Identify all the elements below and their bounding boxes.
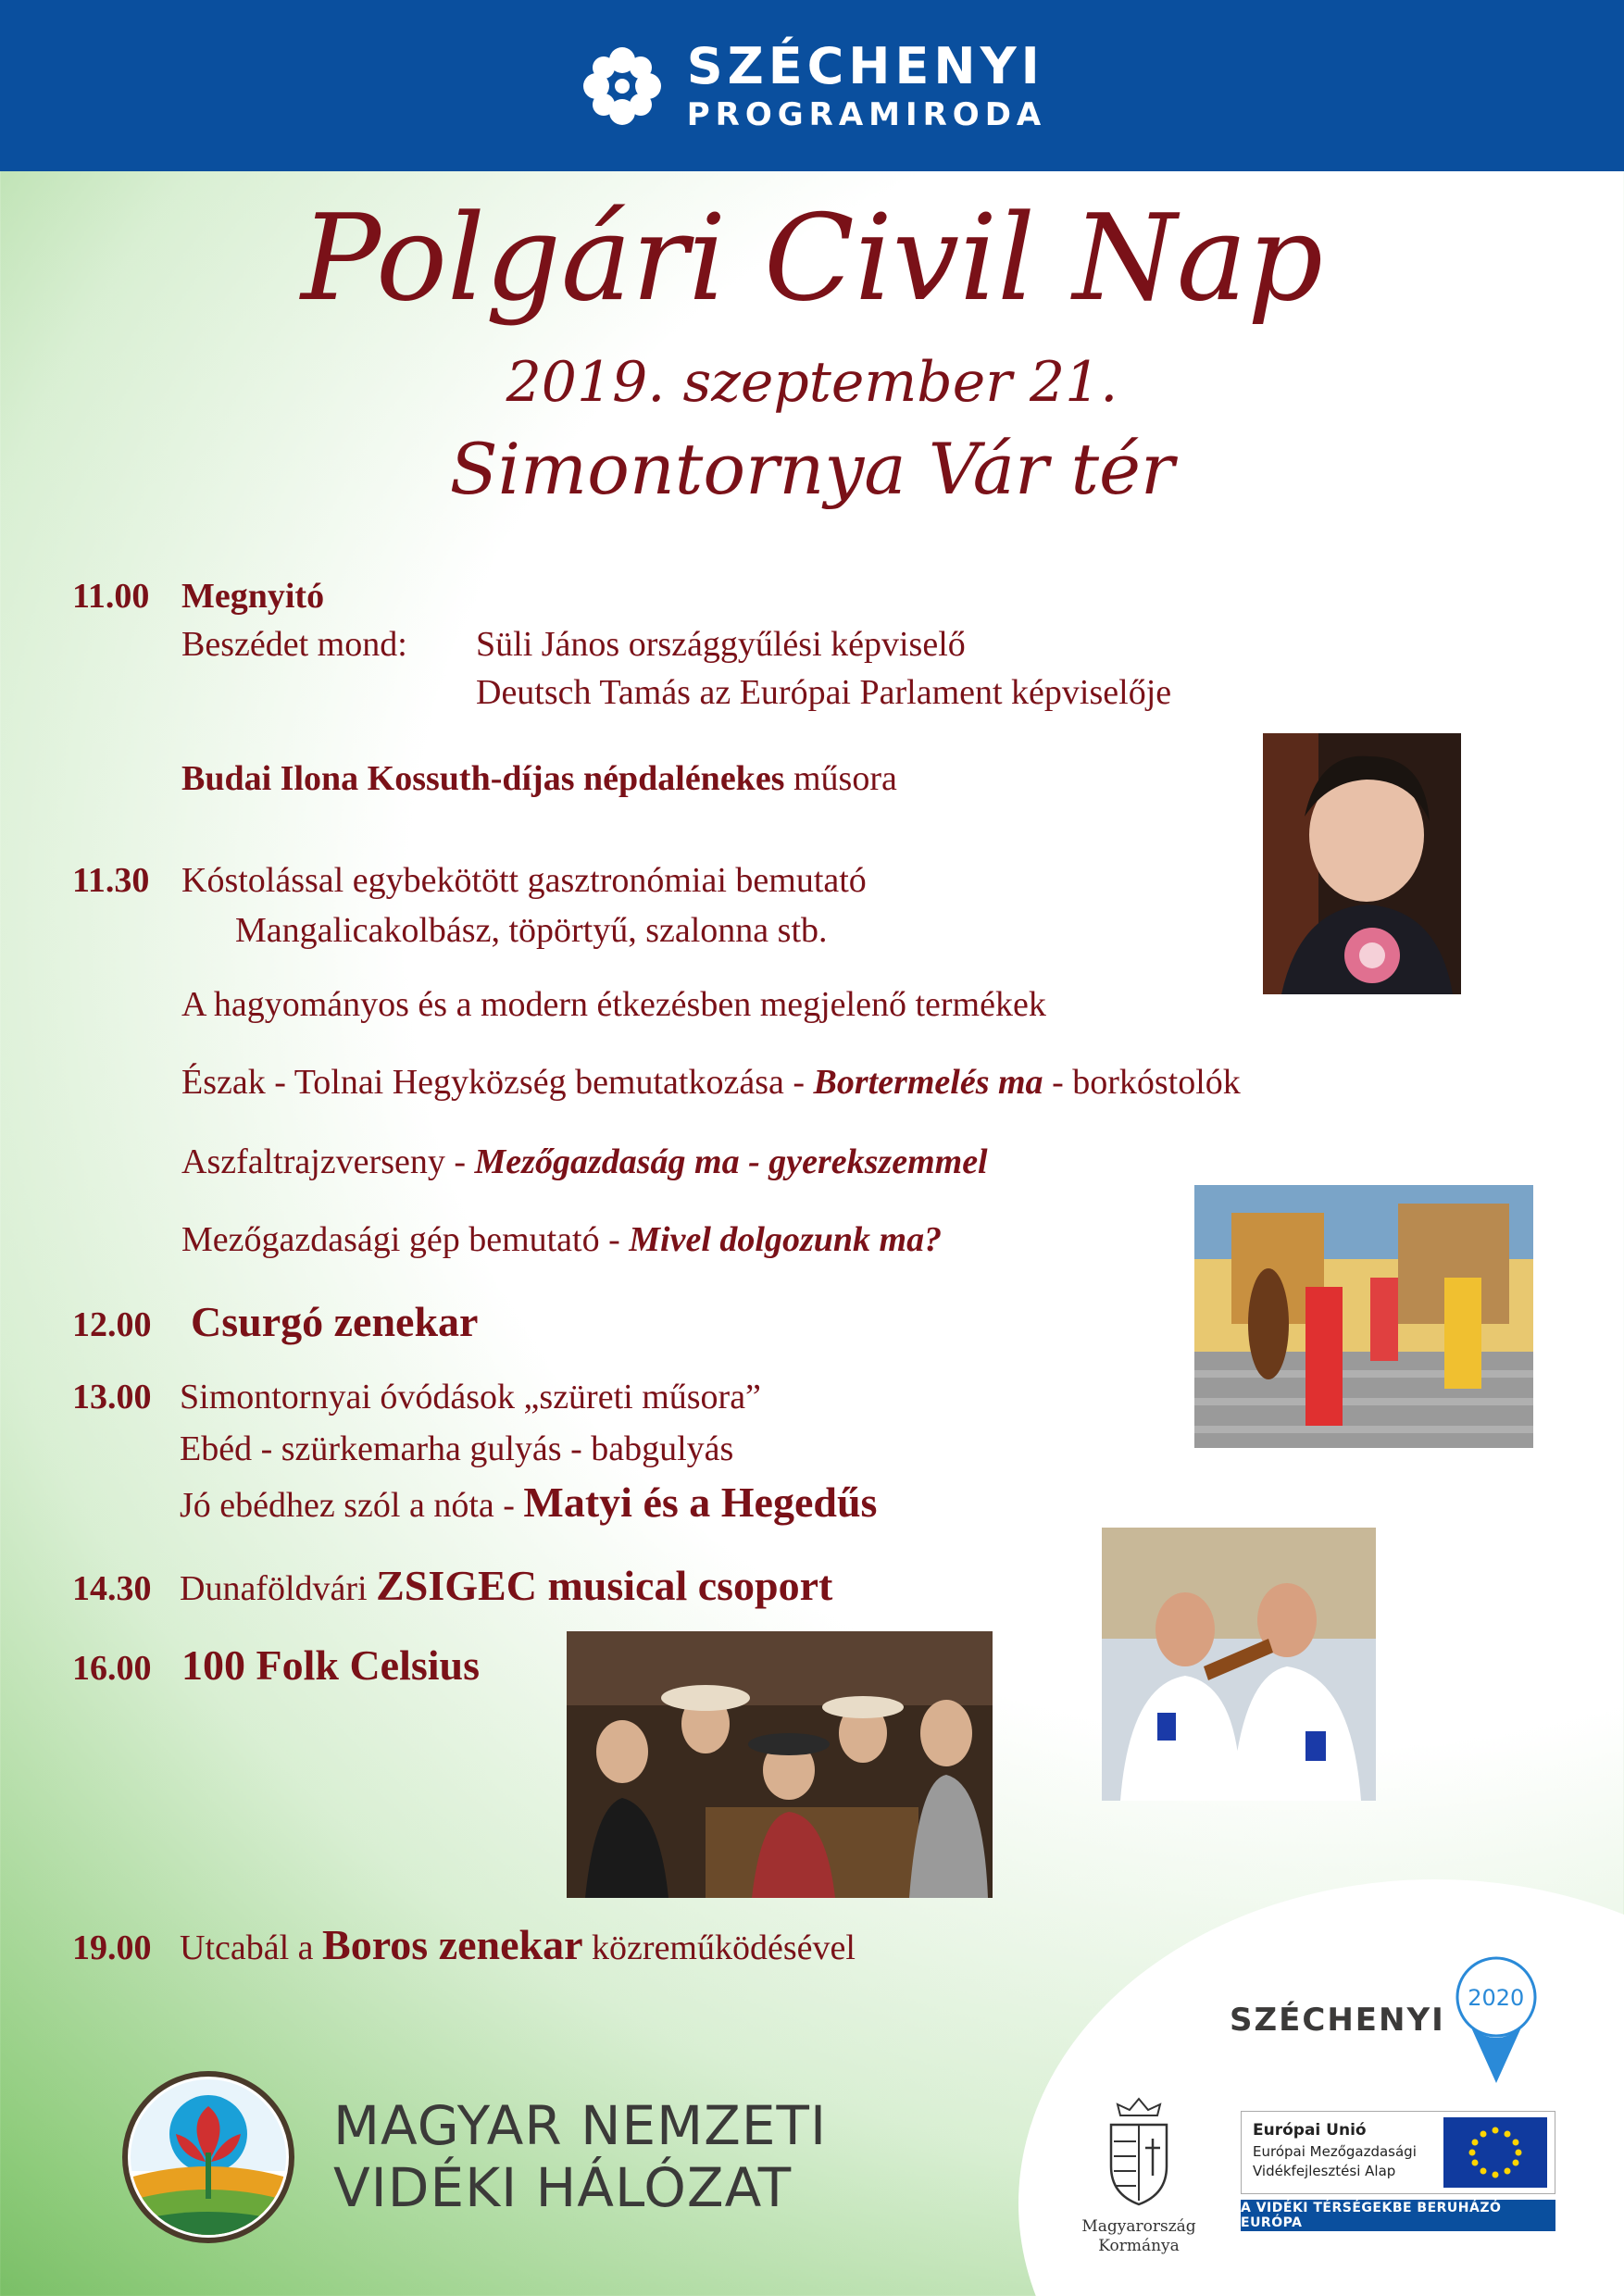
program-1900 xyxy=(72,1921,856,1968)
program-1300-line-2: Ebéd - szürkemarha gulyás - babgulyás xyxy=(180,1429,734,1468)
szechenyi-2020-text: SZÉCHENYI xyxy=(1230,2002,1445,2039)
program-1130-line-1 xyxy=(72,863,867,898)
photo-budai-ilona xyxy=(1263,733,1461,994)
program-suffix: közreműködésével xyxy=(582,1928,856,1967)
time-label: 13.00 xyxy=(72,1378,152,1416)
kormany-line-1: Magyarország xyxy=(1081,2217,1196,2236)
year-2020-text: 2020 xyxy=(1468,1985,1525,2011)
eu-line-3: Vidékfejlesztési Alap xyxy=(1253,2163,1396,2180)
text-a: Aszfaltrajzverseny - xyxy=(181,1142,475,1181)
brand-line-1: SZÉCHENYI xyxy=(686,36,1044,95)
program-title: 100 Folk Celsius xyxy=(181,1641,481,1689)
magyarorszag-kormanya-logo xyxy=(1065,2097,1213,2257)
text-c: - borkóstolók xyxy=(1043,1063,1241,1102)
time-label: 11.30 xyxy=(72,861,150,900)
coat-of-arms-icon xyxy=(1097,2097,1181,2208)
eu-line-2: Európai Mezőgazdasági xyxy=(1253,2142,1417,2160)
program-1100-title xyxy=(72,579,324,614)
text-a: Észak - Tolnai Hegyközség bemutatkozása - xyxy=(181,1063,814,1102)
kormany-line-2: Kormánya xyxy=(1098,2237,1180,2256)
text-b: Bortermelés ma xyxy=(813,1063,1043,1102)
eu-logo-box xyxy=(1241,2111,1555,2194)
program-1130-line-4 xyxy=(181,1065,1241,1100)
program-title: Csurgó zenekar xyxy=(191,1298,479,1345)
event-date: 2019. szeptember 21. xyxy=(506,350,1118,415)
program-prefix: Dunaföldvári xyxy=(180,1569,377,1608)
speech-label: Beszédet mond: xyxy=(181,625,407,664)
program-1200 xyxy=(72,1298,479,1345)
mnvh-line-2: VIDÉKI HÁLÓZAT xyxy=(333,2156,793,2219)
program-1130-line-3: A hagyományos és a modern étkezésben megjelenő termékek xyxy=(181,985,1046,1024)
event-title: Polgári Civil Nap xyxy=(301,190,1323,328)
program-title: ZSIGEC musical csoport xyxy=(376,1562,833,1609)
performer-line xyxy=(181,761,897,796)
program-text: Simontornyai óvódások „szüreti műsora” xyxy=(180,1378,761,1416)
photo-100-folk-celsius xyxy=(567,1631,993,1898)
text-b: Mivel dolgozunk ma? xyxy=(629,1220,943,1259)
time-label: 12.00 xyxy=(72,1305,152,1344)
program-title: Boros zenekar xyxy=(322,1921,583,1968)
mnvh-logo xyxy=(120,2069,827,2245)
program-1600 xyxy=(72,1641,481,1689)
eu-flag-icon xyxy=(1443,2117,1547,2188)
eu-slogan-bar: A VIDÉKI TÉRSÉGEKBE BERUHÁZÓ EURÓPA xyxy=(1241,2200,1555,2231)
eu-line-1: Európai Unió xyxy=(1253,2121,1367,2140)
text-a: Jó ebédhez szól a nóta - xyxy=(180,1486,524,1525)
performer-name: Budai Ilona Kossuth-díjas népdalénekes xyxy=(181,759,785,798)
mnvh-emblem-icon xyxy=(120,2069,296,2245)
photo-csurgo-zenekar xyxy=(1194,1185,1533,1448)
program-1300-line-1 xyxy=(72,1379,761,1415)
time-label: 14.30 xyxy=(72,1569,152,1608)
program-1430 xyxy=(72,1562,833,1609)
time-label: 16.00 xyxy=(72,1649,152,1688)
program-title: Megnyitó xyxy=(181,577,325,616)
performer-suffix: műsora xyxy=(793,759,897,798)
program-text: Kóstolással egybekötött gasztronómiai bemutató xyxy=(181,861,867,900)
speaker-2: Deutsch Tamás az Európai Parlament képviselője xyxy=(476,673,1172,712)
photo-matyi-es-a-hegedus xyxy=(1102,1528,1376,1801)
time-label: 11.00 xyxy=(72,577,150,616)
brand-line-2: PROGRAMIRODA xyxy=(686,95,1047,133)
time-label: 19.00 xyxy=(72,1928,152,1967)
mnvh-line-1: MAGYAR NEMZETI xyxy=(333,2094,828,2158)
text-b: Matyi és a Hegedűs xyxy=(523,1479,878,1526)
flower-icon xyxy=(578,42,667,131)
header-bar xyxy=(0,0,1624,171)
szechenyi-2020-logo xyxy=(1230,1955,1538,2085)
program-1130-line-6 xyxy=(181,1222,942,1257)
location-pin-icon xyxy=(1455,1955,1538,2085)
program-1130-line-2: Mangalicakolbász, töpörtyű, szalonna stb. xyxy=(235,911,828,950)
speaker-1: Süli János országgyűlési képviselő xyxy=(476,625,966,664)
program-1130-line-5 xyxy=(181,1144,988,1179)
szechenyi-programiroda-logo xyxy=(578,36,1047,133)
text-a: Mezőgazdasági gép bemutató - xyxy=(181,1220,630,1259)
event-place: Simontornya Vár tér xyxy=(449,428,1175,510)
text-b: Mezőgazdaság ma - gyerekszemmel xyxy=(474,1142,988,1181)
program-1300-line-3 xyxy=(180,1481,877,1524)
program-prefix: Utcabál a xyxy=(180,1928,323,1967)
